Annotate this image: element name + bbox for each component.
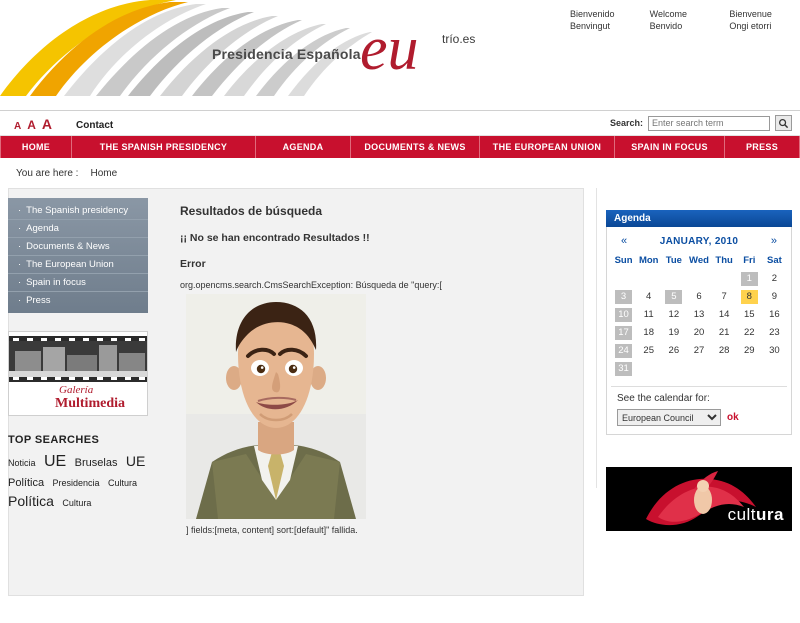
text-size-large-button[interactable]: A <box>41 116 53 132</box>
tag-cultura-2[interactable]: Cultura <box>62 498 92 508</box>
calendar-day[interactable]: 28 <box>718 345 730 356</box>
search-area <box>610 115 792 131</box>
bullet-icon: · <box>18 241 22 252</box>
welcome-line-ca: Benvingut <box>570 21 611 32</box>
nav-item-agenda[interactable]: AGENDA <box>256 136 351 158</box>
calendar-day[interactable] <box>690 362 707 376</box>
calendar-day[interactable]: 18 <box>643 327 654 338</box>
no-results-message: ¡¡ No se han encontrado Resultados !! <box>180 232 370 244</box>
tag-politica-2[interactable]: Política <box>8 493 54 509</box>
search-input[interactable] <box>648 116 770 131</box>
cultura-wordmark <box>728 505 784 525</box>
calendar-week-row <box>611 270 787 288</box>
calendar-day[interactable]: 26 <box>668 345 680 356</box>
cultura-banner[interactable] <box>606 467 792 531</box>
calendar-day[interactable]: 30 <box>769 345 780 356</box>
utility-bar <box>0 110 800 136</box>
search-results-column <box>180 204 580 535</box>
calendar-day[interactable]: 21 <box>718 327 730 338</box>
left-column <box>8 198 148 512</box>
sidebar-label-1: Agenda <box>26 223 59 234</box>
agenda-panel-body <box>606 227 792 435</box>
calendar-day[interactable]: 6 <box>696 291 702 302</box>
text-size-medium-button[interactable]: A <box>27 118 36 132</box>
calendar-filter <box>611 386 787 426</box>
calendar-day[interactable]: 16 <box>769 309 780 320</box>
calendar-week-row <box>611 342 787 360</box>
weekday-wed: Wed <box>689 255 709 266</box>
calendar-day[interactable]: 15 <box>743 309 755 320</box>
text-size-small-button[interactable]: A <box>14 121 22 132</box>
tag-noticia[interactable]: Noticia <box>8 458 36 468</box>
bullet-icon: · <box>18 277 22 288</box>
weekday-sat: Sat <box>767 255 782 266</box>
brand-title: Presidencia Española <box>212 46 361 62</box>
calendar-day[interactable] <box>665 362 682 376</box>
calendar-day[interactable] <box>665 272 682 286</box>
architecture-thumbnail <box>9 341 148 377</box>
calendar-week-row <box>611 288 787 306</box>
calendar-day[interactable] <box>640 272 657 286</box>
calendar-ok-button[interactable]: ok <box>727 412 739 423</box>
calendar-next-button[interactable]: » <box>770 235 777 247</box>
weekday-sun: Sun <box>614 255 633 266</box>
calendar-day[interactable]: 3 <box>615 290 632 304</box>
breadcrumb-prefix: You are here : <box>16 167 79 179</box>
brand-trio-label: trío.es <box>442 32 476 46</box>
calendar-day[interactable]: 31 <box>615 362 632 376</box>
search-button[interactable] <box>775 115 792 131</box>
calendar-day[interactable]: 17 <box>615 326 632 340</box>
calendar-day[interactable]: 22 <box>743 327 755 338</box>
calendar-day[interactable] <box>716 362 733 376</box>
calendar-day[interactable]: 9 <box>771 291 778 302</box>
calendar-week-row <box>611 324 787 342</box>
right-column <box>606 210 792 531</box>
calendar-month-label: JANUARY, 2010 <box>659 235 739 247</box>
nav-item-press[interactable]: PRESS <box>725 136 800 158</box>
welcome-line-gl: Benvido <box>649 21 683 32</box>
nav-item-documents-and-news[interactable]: DOCUMENTS & NEWS <box>351 136 480 158</box>
multimedia-gallery-banner[interactable] <box>8 331 148 416</box>
calendar-week-row <box>611 360 787 378</box>
sidebar-item-the-spanish-presidency[interactable] <box>8 202 148 220</box>
multimedia-label: Multimedia <box>55 396 125 411</box>
sidebar-label-3: The European Union <box>26 259 114 270</box>
welcome-line-fr: Bienvenue <box>729 9 772 19</box>
tag-cultura-1[interactable]: Cultura <box>108 478 138 488</box>
weekday-fri: Fri <box>743 255 756 266</box>
calendar-day[interactable]: 24 <box>615 344 632 358</box>
nav-item-spain-in-focus[interactable]: SPAIN IN FOCUS <box>615 136 725 158</box>
cultura-prefix: cult <box>727 505 757 524</box>
bullet-icon: · <box>18 259 22 270</box>
calendar-day[interactable]: 25 <box>643 345 654 356</box>
calendar-day[interactable]: 11 <box>643 309 654 320</box>
calendar-day[interactable]: 4 <box>646 291 652 302</box>
sidebar-item-documents-and-news[interactable] <box>8 238 148 256</box>
sidebar-label-4: Spain in focus <box>26 277 86 288</box>
exception-message-tail: ] fields:[meta, content] sort:[default]" fallida. <box>186 525 358 535</box>
brand-eu-logo: eu <box>360 15 419 83</box>
agenda-panel-title: Agenda <box>606 210 792 227</box>
search-icon <box>778 118 789 129</box>
multimedia-galeria-label: Galería <box>59 384 94 396</box>
calendar-day[interactable]: 29 <box>743 345 755 356</box>
welcome-line-eu: Ongi etorri <box>729 21 772 32</box>
page-title: Resultados de búsqueda <box>180 204 323 218</box>
calendar-day[interactable] <box>640 362 657 376</box>
search-label: Search: <box>609 118 643 128</box>
calendar-day-selected[interactable]: 8 <box>741 290 758 304</box>
sidebar-item-press[interactable] <box>8 292 148 309</box>
weekday-thu: Thu <box>715 255 733 266</box>
contact-link[interactable]: Contact <box>76 120 114 131</box>
calendar-day[interactable] <box>716 272 733 286</box>
column-divider <box>596 188 597 488</box>
exception-message-head: org.opencms.search.CmsSearchException: Búsqueda de "query:[ <box>180 280 442 290</box>
tag-ue-1[interactable]: UE <box>43 453 67 470</box>
calendar-header-row <box>611 253 787 270</box>
calendar-day[interactable]: 27 <box>693 345 705 356</box>
welcome-greetings <box>570 8 795 32</box>
bullet-icon: · <box>18 295 22 306</box>
bullet-icon: · <box>18 205 22 216</box>
filmstrip-icon <box>9 336 148 382</box>
calendar-day[interactable] <box>615 272 632 286</box>
nav-item-the-european-union[interactable]: THE EUROPEAN UNION <box>480 136 615 158</box>
calendar-day[interactable]: 12 <box>668 309 680 320</box>
welcome-line-en: Welcome <box>649 9 688 19</box>
cultura-accent: ura <box>756 505 784 524</box>
top-searches-tag-cloud <box>8 452 156 512</box>
tag-ue-2[interactable]: UE <box>125 453 146 469</box>
weekday-tue: Tue <box>665 255 682 266</box>
calendar-table <box>611 253 787 378</box>
calendar-day[interactable]: 2 <box>771 273 778 284</box>
welcome-col-1 <box>570 8 636 32</box>
welcome-col-2 <box>650 8 716 32</box>
sidebar-item-the-european-union[interactable] <box>8 256 148 274</box>
calendar-day[interactable]: 7 <box>721 291 727 302</box>
calendar-day[interactable]: 10 <box>615 308 632 322</box>
nav-item-the-spanish-presidency[interactable]: THE SPANISH PRESIDENCY <box>72 136 256 158</box>
tag-bruselas[interactable]: Bruselas <box>74 457 118 469</box>
mr-bean-portrait-image <box>186 294 366 519</box>
calendar-filter-label: See the calendar for: <box>617 393 710 404</box>
welcome-col-3 <box>729 8 795 32</box>
main-navigation <box>0 136 800 158</box>
calendar-day[interactable]: 1 <box>741 272 758 286</box>
breadcrumb <box>0 158 800 188</box>
calendar-day[interactable]: 19 <box>668 327 680 338</box>
welcome-line-es: Bienvenido <box>570 9 615 19</box>
top-searches-heading: TOP SEARCHES <box>8 434 100 446</box>
weekday-mon: Mon <box>638 255 659 266</box>
sidebar-label-5: Press <box>26 295 51 306</box>
calendar-day[interactable]: 23 <box>769 327 780 338</box>
calendar-day[interactable]: 13 <box>693 309 705 320</box>
calendar-scope-select[interactable] <box>617 409 721 426</box>
sidebar-label-0: The Spanish presidency <box>26 205 129 216</box>
calendar-day[interactable]: 5 <box>665 290 682 304</box>
calendar-navigation <box>611 233 787 253</box>
calendar-day[interactable] <box>766 362 783 376</box>
site-header <box>0 0 800 110</box>
breadcrumb-item-home[interactable]: Home <box>90 167 118 179</box>
calendar-day[interactable]: 20 <box>693 327 705 338</box>
sidebar-navigation <box>8 198 148 313</box>
embedded-photo <box>186 294 366 519</box>
calendar-filter-row <box>617 409 787 426</box>
calendar-day[interactable] <box>741 362 758 376</box>
bullet-icon: · <box>18 223 22 234</box>
sidebar-item-agenda[interactable] <box>8 220 148 238</box>
calendar-day[interactable]: 14 <box>718 309 730 320</box>
content-area <box>0 188 800 608</box>
calendar-day[interactable] <box>690 272 707 286</box>
nav-item-home[interactable]: HOME <box>0 136 72 158</box>
calendar-prev-button[interactable]: « <box>621 235 628 247</box>
error-heading: Error <box>180 258 206 270</box>
sidebar-item-spain-in-focus[interactable] <box>8 274 148 292</box>
calendar-week-row <box>611 306 787 324</box>
tag-politica-1[interactable]: Política <box>8 477 45 489</box>
sidebar-label-2: Documents & News <box>26 241 110 252</box>
utility-left-group <box>14 116 113 132</box>
tag-presidencia[interactable]: Presidencia <box>52 478 100 488</box>
